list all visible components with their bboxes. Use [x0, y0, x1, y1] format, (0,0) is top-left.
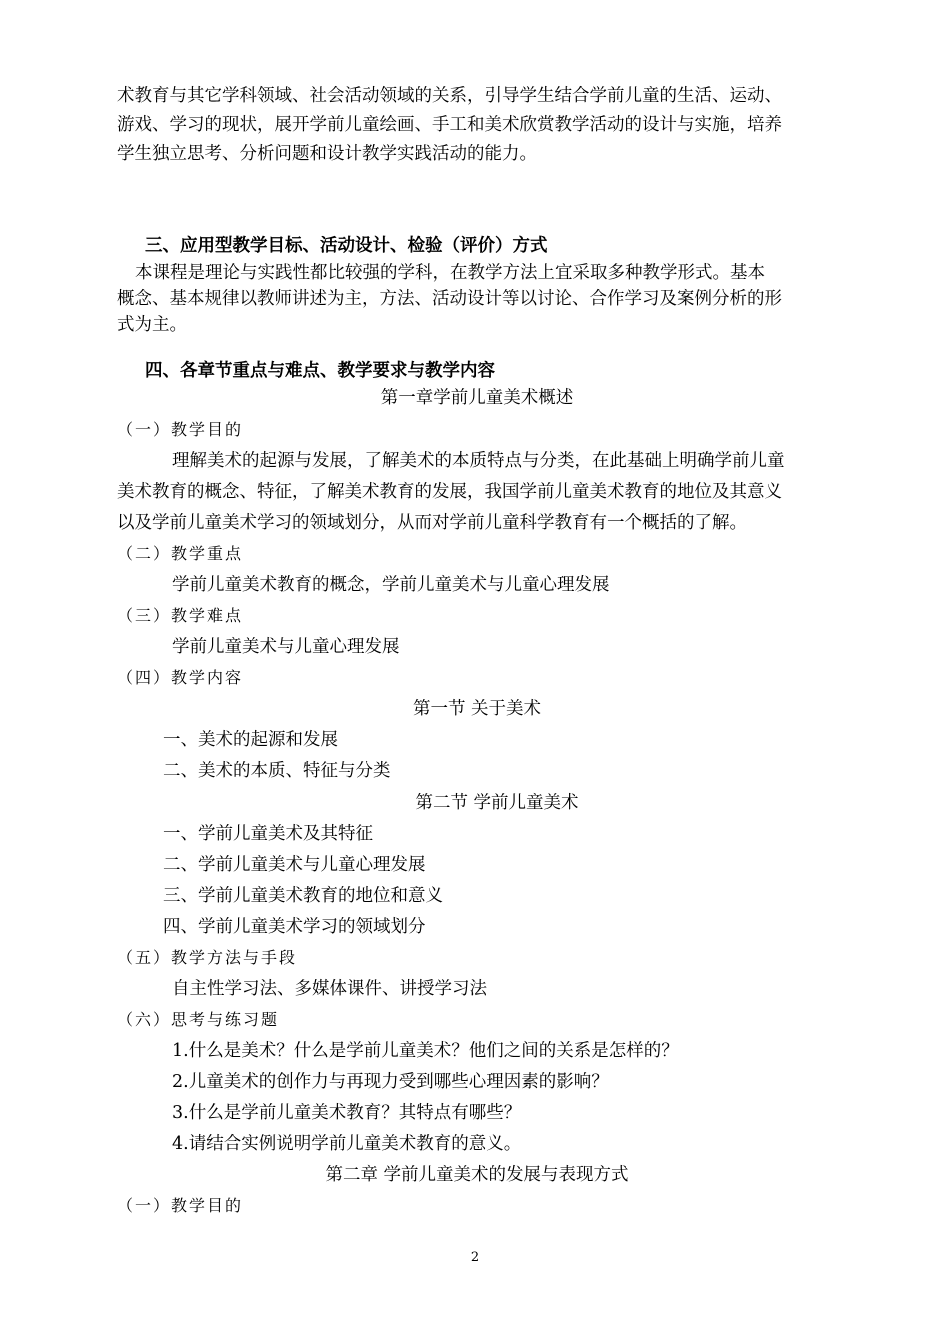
chapter-1-method-text: 自主性学习法、多媒体课件、讲授学习法 — [172, 979, 487, 999]
section-3-line-3: 式为主。 — [117, 315, 187, 335]
chapter-1-key-label: （二）教学重点 — [117, 544, 244, 563]
chapter-1-purpose-label: （一）教学目的 — [117, 420, 244, 439]
chapter-1-section-1-item-2: 二、美术的本质、特征与分类 — [163, 761, 391, 781]
section-3-heading: 三、应用型教学目标、活动设计、检验（评价）方式 — [145, 236, 548, 256]
chapter-1-difficulty-text: 学前儿童美术与儿童心理发展 — [172, 637, 400, 657]
intro-line-1: 术教育与其它学科领域、社会活动领域的关系，引导学生结合学前儿童的生活、运动、 — [117, 86, 782, 106]
chapter-1-content-label: （四）教学内容 — [117, 668, 244, 687]
chapter-1-section-2-item-1: 一、学前儿童美术及其特征 — [163, 824, 373, 844]
chapter-1-section-2-item-3: 三、学前儿童美术教育的地位和意义 — [163, 886, 443, 906]
chapter-1-exercise-1: 1.什么是美术？什么是学前儿童美术？他们之间的关系是怎样的？ — [172, 1041, 679, 1061]
chapter-1-title: 第一章学前儿童美术概述 — [380, 388, 574, 408]
chapter-1-section-2-item-4: 四、学前儿童美术学习的领域划分 — [163, 917, 426, 937]
section-3-line-2: 概念、基本规律以教师讲述为主，方法、活动设计等以讨论、合作学习及案例分析的形 — [117, 289, 782, 309]
chapter-1-purpose-line-3: 以及学前儿童美术学习的领域划分，从而对学前儿童科学教育有一个概括的了解。 — [117, 513, 747, 533]
chapter-1-purpose-line-2: 美术教育的概念、特征，了解美术教育的发展，我国学前儿童美术教育的地位及其意义 — [117, 482, 782, 502]
chapter-1-exercise-3: 3.什么是学前儿童美术教育？其特点有哪些？ — [172, 1103, 522, 1123]
chapter-1-section-2-title: 第二节 学前儿童美术 — [415, 793, 579, 813]
chapter-1-section-2-item-2: 二、学前儿童美术与儿童心理发展 — [163, 855, 426, 875]
chapter-1-exercise-4: 4.请结合实例说明学前儿童美术教育的意义。 — [172, 1134, 522, 1154]
intro-line-3: 学生独立思考、分析问题和设计教学实践活动的能力。 — [117, 144, 537, 164]
chapter-1-section-1-title: 第一节 关于美术 — [412, 699, 542, 719]
chapter-1-method-label: （五）教学方法与手段 — [117, 948, 298, 967]
chapter-2-purpose-label: （一）教学目的 — [117, 1196, 244, 1215]
chapter-1-purpose-line-1: 理解美术的起源与发展，了解美术的本质特点与分类，在此基础上明确学前儿童 — [172, 451, 785, 471]
page-number: 2 — [470, 1250, 480, 1265]
section-4-heading: 四、各章节重点与难点、教学要求与教学内容 — [145, 361, 495, 381]
chapter-2-title: 第二章 学前儿童美术的发展与表现方式 — [325, 1165, 629, 1185]
section-3-line-1: 本课程是理论与实践性都比较强的学科，在教学方法上宜采取多种教学形式。基本 — [135, 263, 765, 283]
chapter-1-difficulty-label: （三）教学难点 — [117, 606, 244, 625]
intro-line-2: 游戏、学习的现状，展开学前儿童绘画、手工和美术欣赏教学活动的设计与实施，培养 — [117, 115, 782, 135]
chapter-1-key-text: 学前儿童美术教育的概念，学前儿童美术与儿童心理发展 — [172, 575, 610, 595]
chapter-1-section-1-item-1: 一、美术的起源和发展 — [163, 730, 338, 750]
chapter-1-exercise-2: 2.儿童美术的创作力与再现力受到哪些心理因素的影响？ — [172, 1072, 609, 1092]
chapter-1-exercise-label: （六）思考与练习题 — [117, 1010, 280, 1029]
